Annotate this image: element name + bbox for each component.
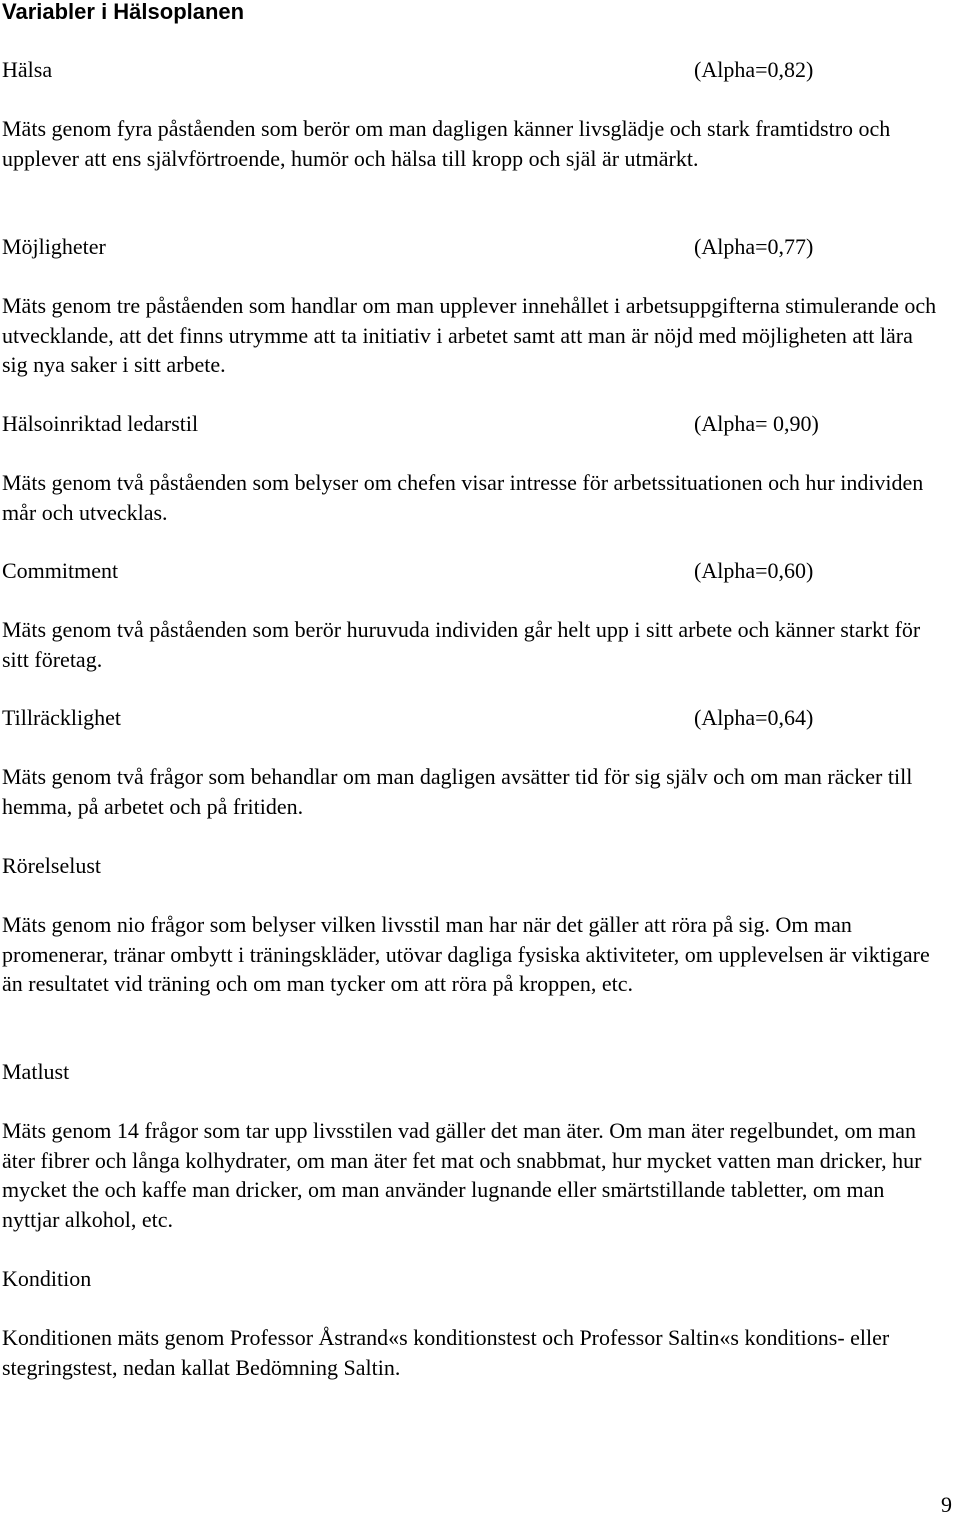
alpha-value-halsa: (Alpha=0,82) — [694, 57, 814, 82]
alpha-value-commitment: (Alpha=0,60) — [694, 558, 814, 583]
section-text-commitment: Mäts genom två påståenden som berör huruvuda individen går helt upp i sitt arbete och känner starkt för sitt företag. — [2, 617, 921, 672]
alpha-value-mojligheter: (Alpha=0,77) — [694, 234, 814, 259]
section-text-mojligheter: Mäts genom tre påståenden som handlar om man upplever innehållet i arbetsuppgifterna stimulerande och utvecklande, att det finns utrymme att ta initiativ i arbetet samt att man är nöjd med möjligheten att lära sig nya saker i sitt arbete. — [2, 293, 937, 377]
section-heading-tillracklighet: Tillräcklighet — [2, 705, 121, 730]
section-heading-commitment: Commitment — [2, 558, 119, 583]
section-text-rorelselust: Mäts genom nio frågor som belyser vilken livsstil man har när det gäller att röra på sig. Om man promenerar, tränar ombytt i träningskläder, utövar dagliga fysiska aktiviteter, om upplevelsen är viktigare än resultatet vid träning och om man tycker om att röra på kroppen, etc. — [2, 912, 930, 996]
section-text-tillracklighet: Mäts genom två frågor som behandlar om man dagligen avsätter tid för sig själv och om man räcker till hemma, på arbetet och på fritiden. — [2, 764, 913, 819]
section-text-kondition: Konditionen mäts genom Professor Åstrand«s konditionstest och Professor Saltin«s konditions- eller stegringstest, nedan kallat Bedömning Saltin. — [2, 1325, 890, 1380]
section-text-matlust: Mäts genom 14 frågor som tar upp livsstilen vad gäller det man äter. Om man äter regelbundet, om man äter fibrer och långa kolhydrater, om man äter fet mat och snabbmat, hur mycket vatten man dricker, hur mycket the och kaffe man dricker, om man använder lugnande eller smärtstillande tabletter, om man nyttjar alkohol, etc. — [2, 1118, 922, 1232]
section-text-halsoinriktad-ledarstil: Mäts genom två påståenden som belyser om chefen visar intresse för arbetssituationen och hur individen mår och utvecklas. — [2, 470, 924, 525]
section-heading-mojligheter: Möjligheter — [2, 234, 106, 259]
section-text-halsa: Mäts genom fyra påståenden som berör om man dagligen känner livsglädje och stark framtidstro och upplever att ens självförtroende, humör och hälsa till kropp och själ är utmärkt. — [2, 116, 891, 171]
alpha-value-halsoinriktad-ledarstil: (Alpha= 0,90) — [694, 411, 819, 436]
page-title: Variabler i Hälsoplanen — [2, 0, 245, 24]
section-heading-rorelselust: Rörelselust — [2, 853, 101, 878]
section-heading-matlust: Matlust — [2, 1059, 70, 1084]
section-heading-halsoinriktad-ledarstil: Hälsoinriktad ledarstil — [2, 411, 199, 436]
section-heading-kondition: Kondition — [2, 1266, 92, 1291]
page-number: 9 — [941, 1492, 952, 1517]
section-heading-halsa: Hälsa — [2, 57, 53, 82]
alpha-value-tillracklighet: (Alpha=0,64) — [694, 705, 814, 730]
